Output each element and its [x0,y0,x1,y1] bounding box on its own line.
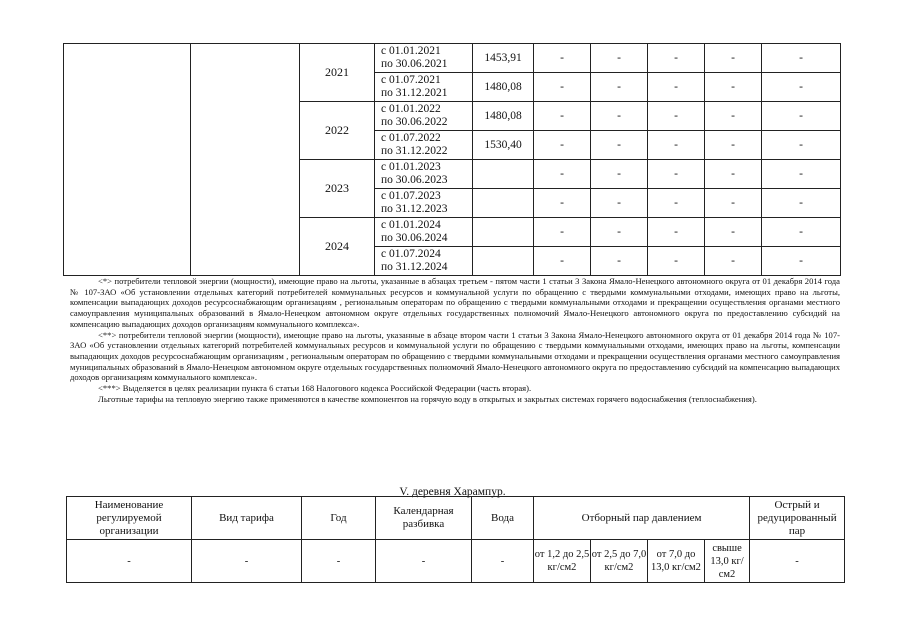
period-cell [375,73,473,102]
cell-tariff: - [192,540,302,583]
pressure-3: от 7,0 до 13,0 кг/см2 [648,540,705,583]
tariff-value-cell: 1480,08 [473,73,534,102]
dash-cell: - [762,102,841,131]
period-cell [375,189,473,218]
dash-cell: - [762,131,841,160]
dash-cell: - [705,44,762,73]
period-to: по 31.12.2021 [381,87,448,99]
section-v-table [66,496,845,583]
dash-cell: - [534,73,591,102]
period-cell [375,44,473,73]
dash-cell: - [705,189,762,218]
tariff-type-cell [191,44,300,276]
dash-cell: - [591,218,648,247]
dash-cell: - [648,218,705,247]
footnote-1: <*> потребители тепловой энергии (мощности), имеющие право на льготы, указанные в абзацах третьем - пятом части 1 статьи 3 Закона Ямало-Ненецкого автономного округа от 01 декабря 2014 года № 107-ЗАО «Об установлении отдельных категорий потребителей коммунальных ресурсов и коммунальной услуги по обращению с твердыми коммунальными отходами, имеющих право на льготы, компенсации выпадающих доходов ресурсоснабжающим организациям , региональным операторам по обращению с твердыми коммунальными отходами и прекращении осуществления органами местного самоуправления муниципальных образований в Ямало-Ненецком автономном округе отдельных государственных полномочий Ямало-Ненецкого автономного округа по предоставлению субсидий на компенсацию выпадающих доходов организациям коммунального комплекса». [70,276,840,329]
period-from: с 01.07.2021 [381,74,441,86]
tariff-value-cell: 1530,40 [473,131,534,160]
period-from: с 01.01.2024 [381,219,441,231]
dash-cell: - [705,160,762,189]
period-to: по 31.12.2023 [381,203,448,215]
footnotes [70,276,840,404]
dash-cell: - [534,44,591,73]
table-row [64,44,841,73]
year-cell: 2024 [300,218,375,276]
pressure-1: от 1,2 до 2,5 кг/см2 [534,540,591,583]
org-cell [64,44,191,276]
dash-cell: - [705,73,762,102]
tariff-value-cell [473,247,534,276]
cell-water: - [472,540,534,583]
period-to: по 30.06.2021 [381,58,448,70]
period-to: по 31.12.2022 [381,145,448,157]
dash-cell: - [591,160,648,189]
dash-cell: - [591,73,648,102]
period-from: с 01.07.2024 [381,248,441,260]
tariff-value-cell: 1453,91 [473,44,534,73]
period-to: по 30.06.2024 [381,232,448,244]
header-sharp-steam: Острый и редуцированный пар [750,497,845,540]
dash-cell: - [648,131,705,160]
tariff-value-cell: 1480,08 [473,102,534,131]
period-from: с 01.01.2021 [381,45,441,57]
footnote-2: <**> потребители тепловой энергии (мощности), имеющие право на льготы, указанные в абзаце втором части 1 статьи 3 Закона Ямало-Ненецкого автономного округа от 01 декабря 2014 года № 107-ЗАО «Об установлении отдельных категорий потребителей коммунальных ресурсов и коммунальной услуги по обращению с твердыми коммунальными отходами, имеющих право на льготы, компенсации выпадающих доходов ресурсоснабжающим организациям , региональным операторам по обращению с твердыми коммунальными отходами и прекращении осуществления органами местного самоуправления муниципальных образований в Ямало-Ненецком автономном округе отдельных государственных полномочий Ямало-Ненецкого автономного округа по предоставлению субсидий на компенсацию выпадающих доходов организациям коммунального комплекса». [70,329,840,383]
pressure-2: от 2,5 до 7,0 кг/см2 [591,540,648,583]
dash-cell: - [591,44,648,73]
period-from: с 01.07.2022 [381,132,441,144]
period-from: с 01.07.2023 [381,190,441,202]
dash-cell: - [534,160,591,189]
dash-cell: - [705,131,762,160]
dash-cell: - [648,102,705,131]
dash-cell: - [705,102,762,131]
tariff-value-cell [473,189,534,218]
cell-sharp-steam: - [750,540,845,583]
dash-cell: - [591,247,648,276]
tariff-value-cell [473,218,534,247]
dash-cell: - [534,131,591,160]
dash-cell: - [762,189,841,218]
dash-cell: - [591,131,648,160]
cell-org: - [67,540,192,583]
dash-cell: - [762,44,841,73]
dash-cell: - [762,247,841,276]
header-calendar: Календарная разбивка [376,497,472,540]
period-cell [375,160,473,189]
period-from: с 01.01.2022 [381,103,441,115]
period-cell [375,102,473,131]
period-to: по 31.12.2024 [381,261,448,273]
year-cell: 2022 [300,102,375,160]
dash-cell: - [534,247,591,276]
year-cell: 2023 [300,160,375,218]
period-cell [375,131,473,160]
tariff-table [63,43,841,276]
tariff-value-cell [473,160,534,189]
period-cell [375,247,473,276]
period-to: по 30.06.2023 [381,174,448,186]
dash-cell: - [591,102,648,131]
dash-cell: - [705,247,762,276]
footnote-4: Льготные тарифы на тепловую энергию также применяются в качестве компонентов на горячую воду в открытых и закрытых системах горячего водоснабжения (теплоснабжения). [98,393,757,404]
header-org: Наименование регулируемой организации [67,497,192,540]
dash-cell: - [705,218,762,247]
dash-cell: - [591,189,648,218]
cell-year: - [302,540,376,583]
cell-calendar: - [376,540,472,583]
dash-cell: - [534,102,591,131]
year-cell: 2021 [300,44,375,102]
dash-cell: - [648,160,705,189]
dash-cell: - [648,73,705,102]
footnote-3: <***> Выделяется в целях реализации пункта 6 статьи 168 Налогового кодекса Российской Федерации (часть вторая). [98,383,532,394]
dash-cell: - [762,160,841,189]
dash-cell: - [762,73,841,102]
header-water: Вода [472,497,534,540]
header-year: Год [302,497,376,540]
period-from: с 01.01.2023 [381,161,441,173]
dash-cell: - [648,247,705,276]
section-title: V. деревня Харампур. [399,486,506,498]
dash-cell: - [534,189,591,218]
pressure-4: свыше 13,0 кг/см2 [705,540,750,583]
header-steam: Отборный пар давлением [534,497,750,540]
dash-cell: - [534,218,591,247]
dash-cell: - [762,218,841,247]
dash-cell: - [648,189,705,218]
header-tariff: Вид тарифа [192,497,302,540]
period-to: по 30.06.2022 [381,116,448,128]
dash-cell: - [648,44,705,73]
period-cell [375,218,473,247]
